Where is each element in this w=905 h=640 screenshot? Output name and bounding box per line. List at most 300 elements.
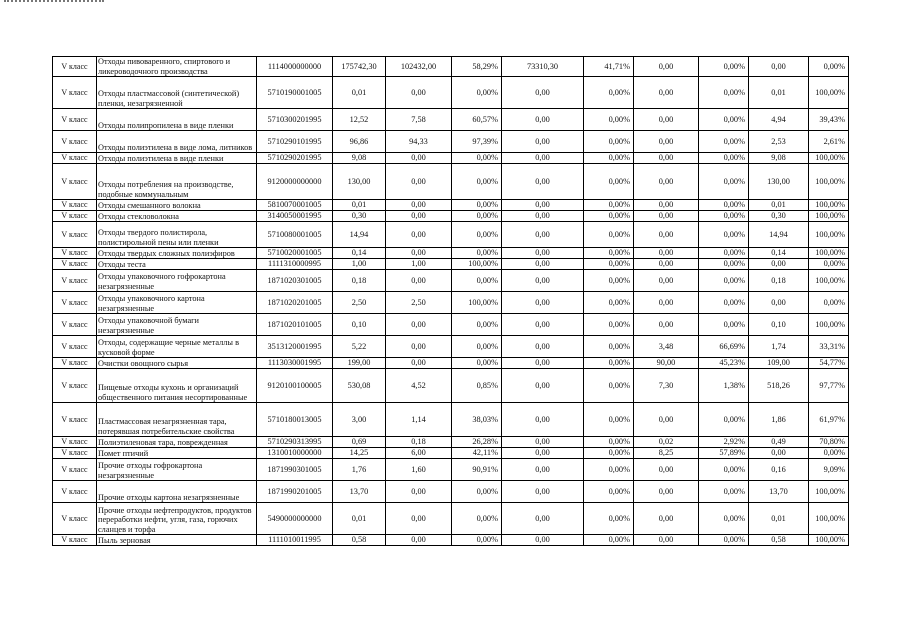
disposed-pct-cell: 100,00% (809, 481, 849, 503)
total-cell: 14,94 (333, 222, 386, 248)
disposed-cell: 518,26 (749, 369, 809, 403)
code-cell: 9120100100005 (257, 369, 333, 403)
name-cell: Отходы теста (97, 259, 257, 270)
code-cell: 1111010011995 (257, 535, 333, 546)
used-cell: 1,14 (386, 403, 452, 437)
table-row (53, 503, 849, 535)
name-cell: Отходы полиэтилена в виде пленки (97, 153, 257, 164)
used-pct-cell: 58,29% (452, 57, 502, 77)
used-pct-cell: 97,39% (452, 131, 502, 153)
name-cell: Отходы потребления на производстве, подобные коммунальным (97, 164, 257, 200)
class-cell: V класс (53, 314, 97, 336)
name-cell: Отходы пивоваренного, спиртового и ликероводочного производства (97, 57, 257, 77)
total-cell: 9,08 (333, 153, 386, 164)
class-cell: V класс (53, 248, 97, 259)
disposed-cell: 0,16 (749, 459, 809, 481)
neutralized-cell: 7,30 (634, 369, 699, 403)
used-pct-cell: 42,11% (452, 448, 502, 459)
transferred-pct-cell: 0,00% (584, 77, 634, 109)
transferred-cell: 0,00 (502, 336, 584, 358)
table-row (53, 259, 849, 270)
table-row (53, 57, 849, 77)
disposed-pct-cell: 54,77% (809, 358, 849, 369)
code-cell: 1871020201005 (257, 292, 333, 314)
transferred-pct-cell: 0,00% (584, 153, 634, 164)
transferred-cell: 0,00 (502, 292, 584, 314)
waste-table (52, 56, 849, 546)
used-cell: 0,00 (386, 211, 452, 222)
class-cell: V класс (53, 200, 97, 211)
transferred-pct-cell: 0,00% (584, 259, 634, 270)
table-row (53, 314, 849, 336)
neutralized-pct-cell: 45,23% (699, 358, 749, 369)
table-row (53, 481, 849, 503)
total-cell: 0,10 (333, 314, 386, 336)
transferred-cell: 0,00 (502, 403, 584, 437)
used-pct-cell: 0,00% (452, 358, 502, 369)
name-cell: Отходы стекловолокна (97, 211, 257, 222)
name-cell: Пыль зерновая (97, 535, 257, 546)
table-row (53, 459, 849, 481)
transferred-cell: 73310,30 (502, 57, 584, 77)
name-cell: Отходы упаковочного картона незагрязненные (97, 292, 257, 314)
used-pct-cell: 0,00% (452, 503, 502, 535)
transferred-pct-cell: 0,00% (584, 437, 634, 448)
neutralized-pct-cell: 0,00% (699, 77, 749, 109)
used-cell: 94,33 (386, 131, 452, 153)
used-cell: 0,18 (386, 437, 452, 448)
name-cell: Прочие отходы гофрокартона незагрязненные (97, 459, 257, 481)
code-cell: 5710180013005 (257, 403, 333, 437)
neutralized-pct-cell: 0,00% (699, 248, 749, 259)
neutralized-cell: 0,00 (634, 200, 699, 211)
code-cell: 1871990301005 (257, 459, 333, 481)
transferred-cell: 0,00 (502, 314, 584, 336)
transferred-cell: 0,00 (502, 248, 584, 259)
used-cell: 0,00 (386, 358, 452, 369)
neutralized-pct-cell: 0,00% (699, 131, 749, 153)
used-pct-cell: 100,00% (452, 292, 502, 314)
name-cell: Очистки овощного сырья (97, 358, 257, 369)
used-cell: 0,00 (386, 153, 452, 164)
total-cell: 0,01 (333, 77, 386, 109)
total-cell: 0,30 (333, 211, 386, 222)
disposed-pct-cell: 70,80% (809, 437, 849, 448)
used-cell: 0,00 (386, 200, 452, 211)
code-cell: 9120000000000 (257, 164, 333, 200)
disposed-pct-cell: 100,00% (809, 248, 849, 259)
neutralized-cell: 8,25 (634, 448, 699, 459)
neutralized-cell: 0,00 (634, 164, 699, 200)
used-cell: 0,00 (386, 77, 452, 109)
waste-table-body (53, 57, 849, 546)
neutralized-cell: 0,00 (634, 109, 699, 131)
neutralized-pct-cell: 0,00% (699, 270, 749, 292)
transferred-pct-cell: 0,00% (584, 164, 634, 200)
used-cell: 0,00 (386, 164, 452, 200)
total-cell: 0,01 (333, 200, 386, 211)
neutralized-pct-cell: 66,69% (699, 336, 749, 358)
code-cell: 1111310000995 (257, 259, 333, 270)
class-cell: V класс (53, 57, 97, 77)
transferred-cell: 0,00 (502, 153, 584, 164)
name-cell: Прочие отходы нефтепродуктов, продуктов переработки нефти, угля, газа, горючих сланцев и торфа (97, 503, 257, 535)
used-cell: 0,00 (386, 336, 452, 358)
table-row (53, 369, 849, 403)
used-pct-cell: 0,00% (452, 270, 502, 292)
used-cell: 0,00 (386, 314, 452, 336)
neutralized-cell: 0,00 (634, 403, 699, 437)
table-row (53, 153, 849, 164)
name-cell: Пластмассовая незагрязненная тара, потерявшая потребительские свойства (97, 403, 257, 437)
total-cell: 130,00 (333, 164, 386, 200)
disposed-pct-cell: 9,09% (809, 459, 849, 481)
code-cell: 5710020001005 (257, 248, 333, 259)
transferred-cell: 0,00 (502, 164, 584, 200)
transferred-cell: 0,00 (502, 109, 584, 131)
neutralized-pct-cell: 0,00% (699, 403, 749, 437)
class-cell: V класс (53, 358, 97, 369)
total-cell: 5,22 (333, 336, 386, 358)
neutralized-cell: 0,00 (634, 259, 699, 270)
used-cell: 1,60 (386, 459, 452, 481)
used-cell: 6,00 (386, 448, 452, 459)
transferred-pct-cell: 0,00% (584, 211, 634, 222)
used-pct-cell: 90,91% (452, 459, 502, 481)
class-cell: V класс (53, 481, 97, 503)
transferred-cell: 0,00 (502, 270, 584, 292)
used-cell: 0,00 (386, 481, 452, 503)
class-cell: V класс (53, 164, 97, 200)
disposed-pct-cell: 100,00% (809, 211, 849, 222)
name-cell: Помет птичий (97, 448, 257, 459)
table-row (53, 448, 849, 459)
disposed-cell: 9,08 (749, 153, 809, 164)
disposed-cell: 2,53 (749, 131, 809, 153)
used-pct-cell: 0,00% (452, 77, 502, 109)
used-pct-cell: 0,00% (452, 222, 502, 248)
code-cell: 1114000000000 (257, 57, 333, 77)
disposed-pct-cell: 39,43% (809, 109, 849, 131)
name-cell: Прочие отходы картона незагрязненные (97, 481, 257, 503)
transferred-pct-cell: 0,00% (584, 222, 634, 248)
table-row (53, 200, 849, 211)
transferred-pct-cell: 0,00% (584, 403, 634, 437)
neutralized-pct-cell: 0,00% (699, 314, 749, 336)
class-cell: V класс (53, 77, 97, 109)
transferred-cell: 0,00 (502, 222, 584, 248)
table-row (53, 131, 849, 153)
disposed-cell: 0,01 (749, 77, 809, 109)
total-cell: 0,14 (333, 248, 386, 259)
total-cell: 12,52 (333, 109, 386, 131)
transferred-pct-cell: 0,00% (584, 369, 634, 403)
name-cell: Отходы упаковочной бумаги незагрязненные (97, 314, 257, 336)
disposed-cell: 0,00 (749, 57, 809, 77)
transferred-cell: 0,00 (502, 200, 584, 211)
transferred-pct-cell: 0,00% (584, 248, 634, 259)
name-cell: Полиэтиленовая тара, поврежденная (97, 437, 257, 448)
class-cell: V класс (53, 403, 97, 437)
neutralized-pct-cell: 0,00% (699, 535, 749, 546)
disposed-pct-cell: 2,61% (809, 131, 849, 153)
transferred-pct-cell: 41,71% (584, 57, 634, 77)
transferred-pct-cell: 0,00% (584, 292, 634, 314)
disposed-pct-cell: 61,97% (809, 403, 849, 437)
transferred-pct-cell: 0,00% (584, 535, 634, 546)
disposed-cell: 109,00 (749, 358, 809, 369)
disposed-cell: 0,30 (749, 211, 809, 222)
neutralized-cell: 90,00 (634, 358, 699, 369)
disposed-pct-cell: 100,00% (809, 270, 849, 292)
total-cell: 96,86 (333, 131, 386, 153)
transferred-cell: 0,00 (502, 131, 584, 153)
neutralized-pct-cell: 2,92% (699, 437, 749, 448)
transferred-cell: 0,00 (502, 369, 584, 403)
disposed-cell: 0,00 (749, 292, 809, 314)
disposed-pct-cell: 100,00% (809, 153, 849, 164)
disposed-cell: 0,01 (749, 200, 809, 211)
name-cell: Отходы упаковочного гофрокартона незагрязненные (97, 270, 257, 292)
total-cell: 0,18 (333, 270, 386, 292)
disposed-cell: 4,94 (749, 109, 809, 131)
code-cell: 1871020301005 (257, 270, 333, 292)
used-pct-cell: 0,00% (452, 200, 502, 211)
neutralized-cell: 0,00 (634, 248, 699, 259)
used-cell: 0,00 (386, 270, 452, 292)
code-cell: 5710290101995 (257, 131, 333, 153)
used-pct-cell: 0,00% (452, 153, 502, 164)
total-cell: 14,25 (333, 448, 386, 459)
class-cell: V класс (53, 336, 97, 358)
class-cell: V класс (53, 503, 97, 535)
total-cell: 1,00 (333, 259, 386, 270)
neutralized-pct-cell: 0,00% (699, 57, 749, 77)
disposed-pct-cell: 100,00% (809, 164, 849, 200)
disposed-cell: 130,00 (749, 164, 809, 200)
transferred-cell: 0,00 (502, 448, 584, 459)
neutralized-cell: 0,00 (634, 57, 699, 77)
code-cell: 5710290201995 (257, 153, 333, 164)
class-cell: V класс (53, 369, 97, 403)
table-row (53, 222, 849, 248)
code-cell: 5710300201995 (257, 109, 333, 131)
transferred-pct-cell: 0,00% (584, 200, 634, 211)
transferred-pct-cell: 0,00% (584, 481, 634, 503)
disposed-cell: 14,94 (749, 222, 809, 248)
disposed-pct-cell: 0,00% (809, 57, 849, 77)
name-cell: Отходы пластмассовой (синтетической) пленки, незагрязненной (97, 77, 257, 109)
disposed-pct-cell: 100,00% (809, 503, 849, 535)
disposed-cell: 1,74 (749, 336, 809, 358)
transferred-cell: 0,00 (502, 459, 584, 481)
neutralized-cell: 0,00 (634, 222, 699, 248)
used-pct-cell: 0,00% (452, 164, 502, 200)
used-cell: 0,00 (386, 535, 452, 546)
code-cell: 5710290313995 (257, 437, 333, 448)
transferred-pct-cell: 0,00% (584, 131, 634, 153)
total-cell: 1,76 (333, 459, 386, 481)
name-cell: Пищевые отходы кухонь и организаций общественного питания несортированные (97, 369, 257, 403)
transferred-cell: 0,00 (502, 481, 584, 503)
neutralized-cell: 0,00 (634, 131, 699, 153)
code-cell: 3513120001995 (257, 336, 333, 358)
transferred-cell: 0,00 (502, 437, 584, 448)
used-cell: 0,00 (386, 503, 452, 535)
class-cell: V класс (53, 535, 97, 546)
disposed-cell: 0,01 (749, 503, 809, 535)
transferred-cell: 0,00 (502, 211, 584, 222)
table-row (53, 292, 849, 314)
used-cell: 1,00 (386, 259, 452, 270)
code-cell: 1871990201005 (257, 481, 333, 503)
disposed-cell: 0,00 (749, 259, 809, 270)
neutralized-pct-cell: 0,00% (699, 503, 749, 535)
used-cell: 4,52 (386, 369, 452, 403)
disposed-pct-cell: 100,00% (809, 314, 849, 336)
code-cell: 1113030001995 (257, 358, 333, 369)
class-cell: V класс (53, 222, 97, 248)
transferred-cell: 0,00 (502, 259, 584, 270)
transferred-cell: 0,00 (502, 535, 584, 546)
disposed-pct-cell: 33,31% (809, 336, 849, 358)
table-row (53, 358, 849, 369)
table-row (53, 248, 849, 259)
neutralized-cell: 0,00 (634, 211, 699, 222)
disposed-pct-cell: 100,00% (809, 77, 849, 109)
total-cell: 199,00 (333, 358, 386, 369)
name-cell: Отходы твердого полистирола, полистирольной пены или пленки (97, 222, 257, 248)
neutralized-cell: 0,00 (634, 481, 699, 503)
neutralized-pct-cell: 0,00% (699, 153, 749, 164)
code-cell: 5710190001005 (257, 77, 333, 109)
used-cell: 2,50 (386, 292, 452, 314)
disposed-cell: 0,10 (749, 314, 809, 336)
neutralized-pct-cell: 0,00% (699, 211, 749, 222)
total-cell: 3,00 (333, 403, 386, 437)
used-pct-cell: 0,00% (452, 481, 502, 503)
transferred-pct-cell: 0,00% (584, 109, 634, 131)
table-row (53, 403, 849, 437)
used-pct-cell: 0,85% (452, 369, 502, 403)
neutralized-pct-cell: 0,00% (699, 222, 749, 248)
total-cell: 2,50 (333, 292, 386, 314)
class-cell: V класс (53, 270, 97, 292)
neutralized-pct-cell: 0,00% (699, 292, 749, 314)
name-cell: Отходы полипропилена в виде пленки (97, 109, 257, 131)
total-cell: 0,69 (333, 437, 386, 448)
disposed-cell: 0,49 (749, 437, 809, 448)
class-cell: V класс (53, 109, 97, 131)
used-cell: 7,58 (386, 109, 452, 131)
table-row (53, 437, 849, 448)
neutralized-cell: 0,00 (634, 503, 699, 535)
used-pct-cell: 0,00% (452, 336, 502, 358)
disposed-cell: 1,86 (749, 403, 809, 437)
neutralized-pct-cell: 1,38% (699, 369, 749, 403)
total-cell: 13,70 (333, 481, 386, 503)
neutralized-cell: 3,48 (634, 336, 699, 358)
disposed-cell: 0,58 (749, 535, 809, 546)
neutralized-cell: 0,00 (634, 270, 699, 292)
disposed-cell: 0,18 (749, 270, 809, 292)
name-cell: Отходы, содержащие черные металлы в кусковой форме (97, 336, 257, 358)
disposed-pct-cell: 0,00% (809, 292, 849, 314)
total-cell: 175742,30 (333, 57, 386, 77)
name-cell: Отходы полиэтилена в виде лома, литников (97, 131, 257, 153)
transferred-cell: 0,00 (502, 358, 584, 369)
transferred-pct-cell: 0,00% (584, 459, 634, 481)
class-cell: V класс (53, 292, 97, 314)
page-edge-mark (4, 0, 104, 6)
class-cell: V класс (53, 259, 97, 270)
disposed-pct-cell: 100,00% (809, 200, 849, 211)
table-row (53, 164, 849, 200)
neutralized-cell: 0,00 (634, 459, 699, 481)
used-pct-cell: 100,00% (452, 259, 502, 270)
class-cell: V класс (53, 211, 97, 222)
table-row (53, 77, 849, 109)
used-pct-cell: 60,57% (452, 109, 502, 131)
neutralized-pct-cell: 0,00% (699, 259, 749, 270)
code-cell: 5710080001005 (257, 222, 333, 248)
neutralized-cell: 0,00 (634, 292, 699, 314)
total-cell: 0,01 (333, 503, 386, 535)
disposed-pct-cell: 100,00% (809, 222, 849, 248)
disposed-cell: 0,14 (749, 248, 809, 259)
code-cell: 1871020101005 (257, 314, 333, 336)
transferred-pct-cell: 0,00% (584, 358, 634, 369)
neutralized-cell: 0,00 (634, 153, 699, 164)
transferred-pct-cell: 0,00% (584, 314, 634, 336)
class-cell: V класс (53, 448, 97, 459)
class-cell: V класс (53, 131, 97, 153)
class-cell: V класс (53, 437, 97, 448)
table-row (53, 336, 849, 358)
transferred-cell: 0,00 (502, 77, 584, 109)
disposed-pct-cell: 100,00% (809, 535, 849, 546)
disposed-pct-cell: 0,00% (809, 448, 849, 459)
disposed-cell: 0,00 (749, 448, 809, 459)
table-row (53, 270, 849, 292)
used-pct-cell: 0,00% (452, 535, 502, 546)
used-cell: 0,00 (386, 248, 452, 259)
table-row (53, 211, 849, 222)
table-row (53, 535, 849, 546)
code-cell: 5490000000000 (257, 503, 333, 535)
used-pct-cell: 0,00% (452, 314, 502, 336)
name-cell: Отходы твердых сложных полиэфиров (97, 248, 257, 259)
table-row (53, 109, 849, 131)
class-cell: V класс (53, 459, 97, 481)
neutralized-cell: 0,00 (634, 314, 699, 336)
neutralized-pct-cell: 57,89% (699, 448, 749, 459)
code-cell: 3140050001995 (257, 211, 333, 222)
neutralized-pct-cell: 0,00% (699, 200, 749, 211)
neutralized-cell: 0,02 (634, 437, 699, 448)
used-pct-cell: 38,03% (452, 403, 502, 437)
total-cell: 0,58 (333, 535, 386, 546)
disposed-pct-cell: 0,00% (809, 259, 849, 270)
used-pct-cell: 0,00% (452, 211, 502, 222)
transferred-pct-cell: 0,00% (584, 448, 634, 459)
neutralized-pct-cell: 0,00% (699, 109, 749, 131)
neutralized-pct-cell: 0,00% (699, 481, 749, 503)
name-cell: Отходы смешанного волокна (97, 200, 257, 211)
neutralized-pct-cell: 0,00% (699, 164, 749, 200)
used-pct-cell: 26,28% (452, 437, 502, 448)
code-cell: 5810070001005 (257, 200, 333, 211)
